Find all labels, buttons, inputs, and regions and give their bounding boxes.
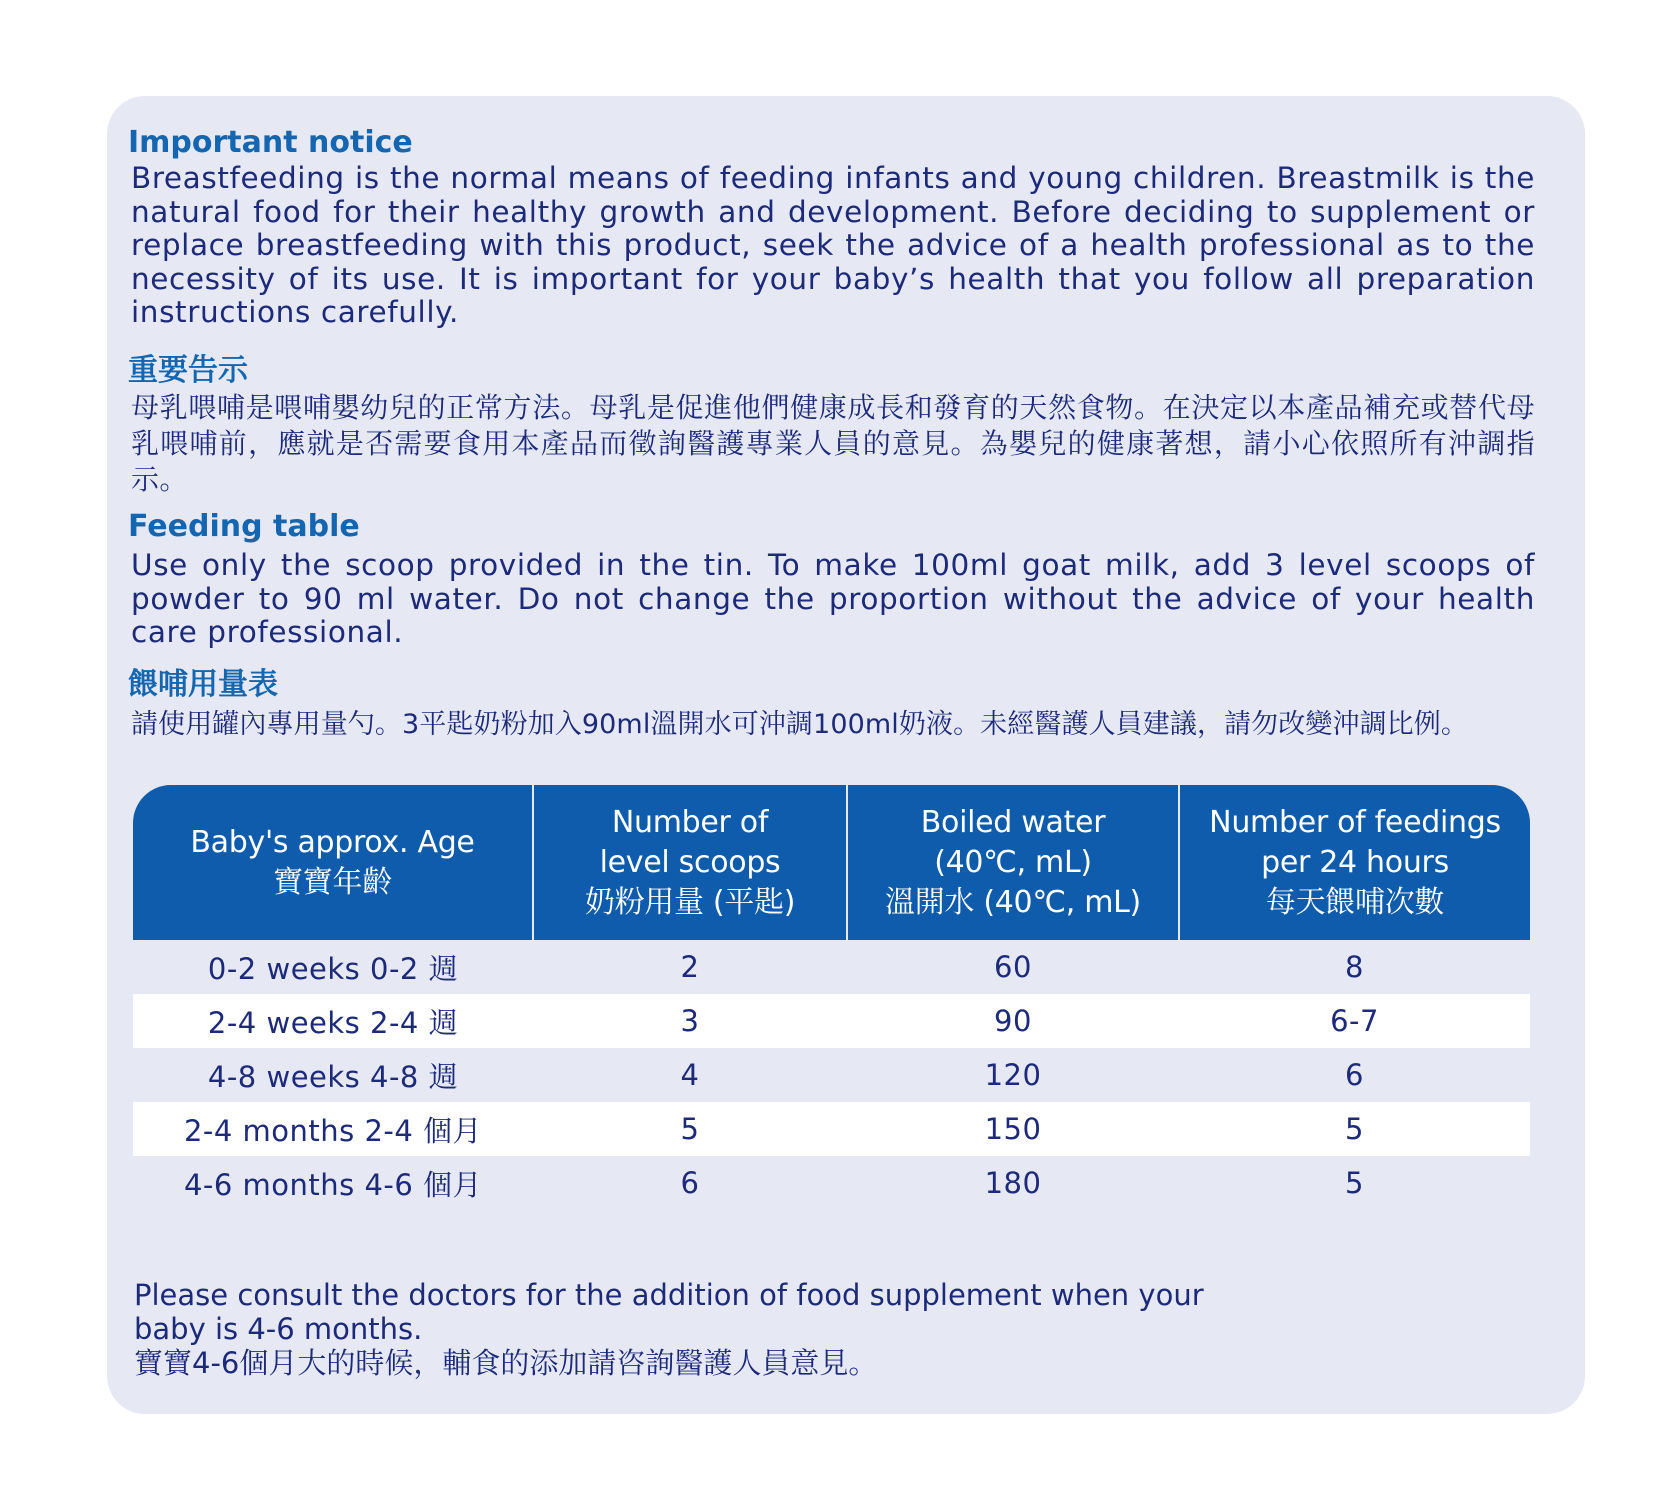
feeding-table [133,785,1530,1210]
cell-age: 2-4 months 2-4 個月 [133,1102,533,1156]
header-age: Baby's approx. Age 寶寶年齡 [133,785,533,940]
cell-age: 0-2 weeks 0-2 週 [133,940,533,994]
cell-feedings: 6 [1179,1048,1530,1102]
cell-feedings: 6-7 [1179,994,1530,1048]
cell-scoops: 6 [533,1156,847,1210]
cell-scoops: 4 [533,1048,847,1102]
table-row [133,1156,1530,1210]
important-notice-heading: Important notice [128,125,413,160]
cell-feedings: 5 [1179,1102,1530,1156]
cell-age: 2-4 weeks 2-4 週 [133,994,533,1048]
cell-scoops: 5 [533,1102,847,1156]
cell-age: 4-8 weeks 4-8 週 [133,1048,533,1102]
footnote-zh: 寶寶4-6個月大的時候，輔食的添加請咨詢醫護人員意見。 [134,1346,878,1380]
cell-water: 120 [847,1048,1179,1102]
table-row [133,994,1530,1048]
important-notice-heading-zh: 重要告示 [128,353,248,388]
cell-feedings: 5 [1179,1156,1530,1210]
feeding-table-heading: Feeding table [128,509,360,544]
cell-water: 90 [847,994,1179,1048]
feeding-table-heading-zh: 餵哺用量表 [128,667,278,702]
important-notice-text-zh: 母乳喂哺是喂哺嬰幼兒的正常方法。母乳是促進他們健康成長和發育的天然食物。在決定以本產品補充或替代母乳喂哺前，應就是否需要食用本產品而徵詢醫護專業人員的意見。為嬰兒的健康著想，請小心依照所有沖調指示。 [131,391,1535,496]
feeding-table-text-zh: 請使用罐內專用量勺。3平匙奶粉加入90ml溫開水可沖調100ml奶液。未經醫護人員建議，請勿改變沖調比例。 [131,709,1468,740]
feeding-table-text: Use only the scoop provided in the tin. To make 100ml goat milk, add 3 level scoops of powder to 90 ml water. Do not change the proportion without the advice of your health care professional. [131,548,1535,649]
table-row [133,940,1530,994]
header-feedings: Number of feedings per 24 hours 每天餵哺次數 [1179,785,1530,940]
cell-water: 60 [847,940,1179,994]
table-header-row [133,785,1530,940]
important-notice-text: Breastfeeding is the normal means of feeding infants and young children. Breastmilk is the natural food for their healthy growth and development. Before deciding to supplement or replace breastfeeding with this product, seek the advice of a health professional as to the necessity of its use. It is important for your baby’s health that you follow all preparation instructions carefully. [131,161,1535,329]
header-water: Boiled water (40℃, mL) 溫開水 (40℃, mL) [847,785,1179,940]
supplement-footnote [134,1278,1334,1380]
footnote-en-line1: Please consult the doctors for the addition of food supplement when your [134,1278,1204,1312]
cell-scoops: 2 [533,940,847,994]
footnote-en-line2: baby is 4-6 months. [134,1312,423,1346]
table-row [133,1048,1530,1102]
cell-age: 4-6 months 4-6 個月 [133,1156,533,1210]
cell-water: 150 [847,1102,1179,1156]
cell-feedings: 8 [1179,940,1530,994]
cell-scoops: 3 [533,994,847,1048]
cell-water: 180 [847,1156,1179,1210]
table-row [133,1102,1530,1156]
header-scoops: Number of level scoops 奶粉用量 (平匙) [533,785,847,940]
